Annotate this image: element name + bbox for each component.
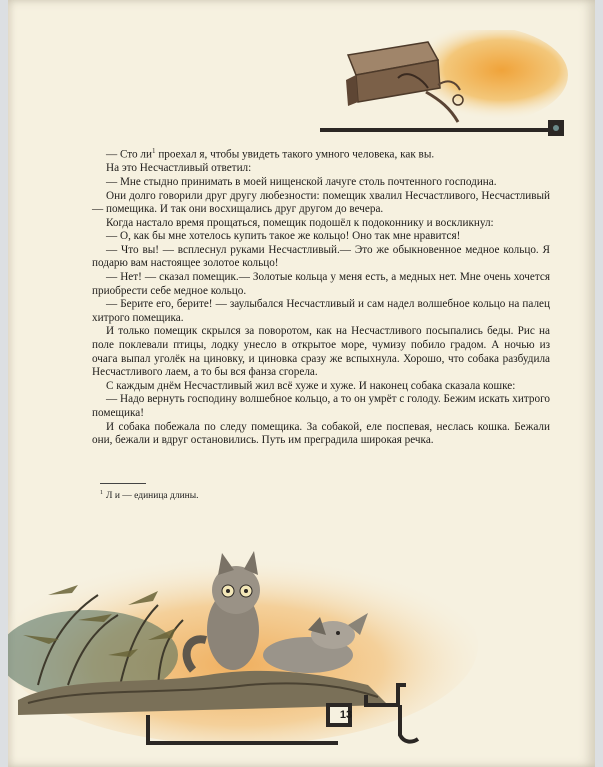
paragraph: — Мне стыдно принимать в моей нищенской лачуге столь почтенного господина. [106,175,497,188]
story-text [92,145,550,448]
paragraph: — Сто $ли^1$ проехал я, чтобы увидеть такого умного человека, как вы. [106,147,435,161]
paragraph: Когда настало время прощаться, помещик подошёл к подоконнику и воскликнул: [106,216,494,229]
cat-and-dog-illustration [8,535,595,765]
footnote-ref: 1 [152,147,156,155]
footnote-divider [100,483,146,484]
page-number: 13 [339,709,353,721]
paragraph: — Что вы! — всплеснул руками Несчастливый.— Это же обыкновенное медное кольцо. Я подарю вам настоящее золотое кольцо! [92,243,550,270]
paragraph: И собака побежала по следу помещика. За собакой, еле поспевая, неслась кошка. Бежали они, бежали и вдруг остановились. Путь им преградила широкая речка. [92,420,550,447]
paragraph: — Берите его, берите! — заулыбался Несчастливый и сам надел волшебное кольцо на палец хитрого помещика. [92,298,550,324]
paragraph: На это Несчастливый ответил: [106,162,252,175]
footnote-text: Л и — единица длины. [106,491,199,502]
book-page [8,0,595,767]
paragraph: И только помещик скрылся за поворотом, как на Несчастливого посыпались беды. Рис на поле поклевали птицы, лодку унесло в открытое море, чумизу побило градом. А ночью из очага выпал уголёк на циновку, и циновка сразу же вспыхнула. Хорошо, что собака разбудила Несчастливого лаем, а то бы вся фанза сгорела. [92,325,550,379]
footnote [100,490,199,501]
paragraph: — Надо вернуть господину волшебное кольцо, а то он умрёт с голоду. Бежим искать хитрого помещика! [92,393,550,420]
paragraph: Они долго говорили друг другу любезности: помещик хвалил Несчастливого, Несчастливый — помещика. И так они восхищались друг другом до вечера. [92,189,550,216]
paragraph: — О, как бы мне хотелось купить такое же кольцо! Оно так мне нравится! [106,230,461,243]
chest-illustration [308,30,568,140]
footnote-mark: 1 [100,490,103,496]
paragraph: — Нет! — сказал помещик.— Золотые кольца у меня есть, а медных нет. Мне очень хочется приобрести себе медное кольцо. [92,271,550,297]
paragraph: С каждым днём Несчастливый жил всё хуже и хуже. И наконец собака сказала кошке: [106,379,516,392]
